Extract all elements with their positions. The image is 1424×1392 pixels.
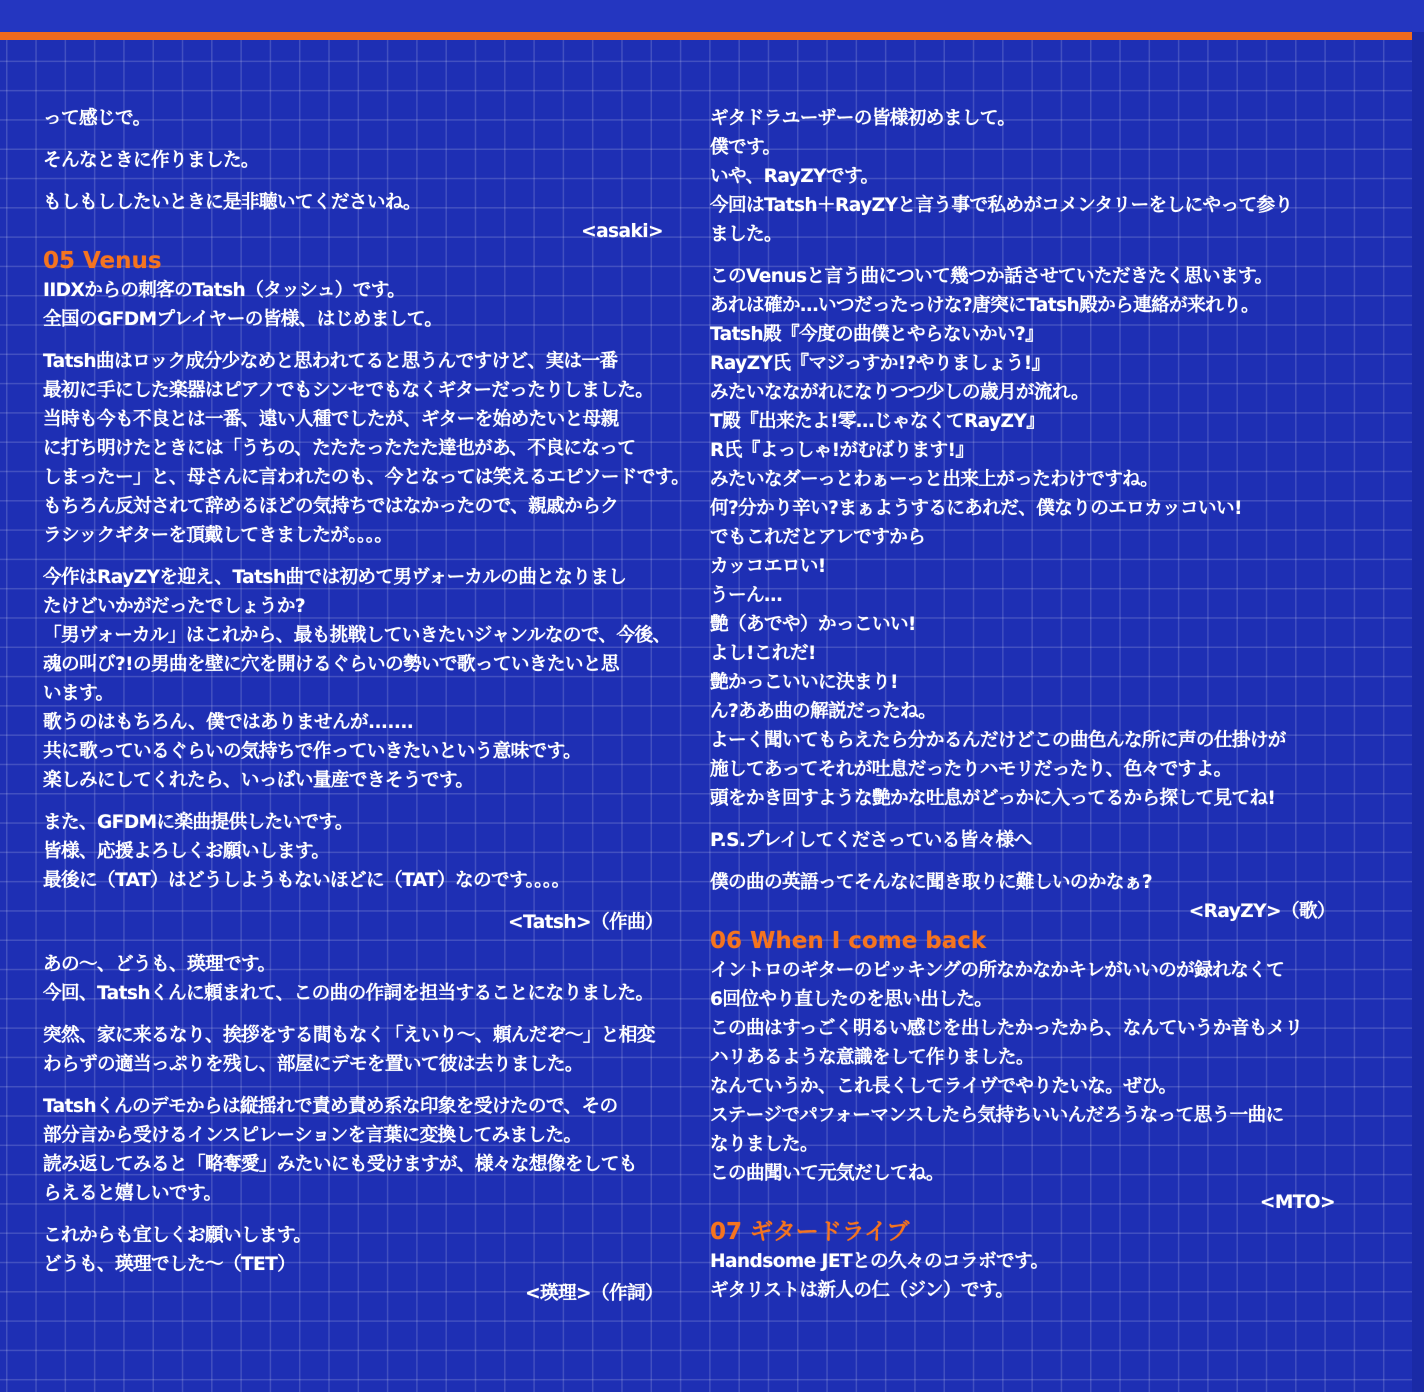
- text-line: 施してあってそれが吐息だったりハモリだったり、色々ですよ。: [710, 759, 1232, 780]
- text-line: ステージでパフォーマンスしたら気持ちいいんだろうなって思う一曲に: [710, 1105, 1284, 1126]
- text-line: Tatshくんのデモからは縦揺れで責め責め系な印象を受けたので、その: [43, 1096, 618, 1117]
- tatsh-comment: [43, 276, 690, 895]
- text-line: ギタドラユーザーの皆様初めまして。: [710, 108, 1016, 129]
- text-line: よーく聞いてもらえたら分かるんだけどこの曲色んな所に声の仕掛けが: [710, 730, 1286, 751]
- mto-comment: [710, 956, 1335, 1188]
- text-line: らえると嬉しいです。: [43, 1183, 222, 1204]
- text-line: 今作はRayZYを迎え、Tatsh曲では初めて男ヴォーカルの曲となりまし: [43, 567, 627, 588]
- text-line: 当時も今も不良とは一番、遠い人種でしたが、ギターを始めたいと母親: [43, 409, 619, 430]
- signature-tatsh: <Tatsh>（作曲）: [508, 912, 663, 933]
- text-line: よし!これだ!: [710, 643, 816, 664]
- text-line: しまったー」と、母さんに言われたのも、今となっては笑えるエピソードです。: [43, 467, 690, 488]
- text-line: イントロのギターのピッキングの所なかなかキレがいいのが録れなくて: [710, 960, 1285, 981]
- text-line: R氏『よっしゃ!がむばります!』: [710, 440, 974, 461]
- text-line: T殿『出来たよ!零…じゃなくてRayZY』: [710, 411, 1045, 432]
- orange-top-rule: [0, 32, 1412, 40]
- track-heading-06: 06 When I come back: [710, 928, 987, 954]
- text-line: 皆様、応援よろしくお願いします。: [43, 841, 330, 862]
- text-line: ん?ああ曲の解説だったね。: [710, 701, 937, 722]
- signature-mto: <MTO>: [1259, 1192, 1335, 1213]
- text-line: 今回、Tatshくんに頼まれて、この曲の作詞を担当することになりました。: [43, 983, 654, 1004]
- text-line: このVenusと言う曲について幾つか話させていただきたく思います。: [710, 266, 1273, 287]
- text-line: ギタリストは新人の仁（ジン）です。: [710, 1280, 1014, 1301]
- text-line: IIDXからの刺客のTatsh（タッシュ）です。: [43, 280, 406, 301]
- top-band: [0, 0, 1424, 32]
- text-line: 最初に手にした楽器はピアノでもシンセでもなくギターだったりしました。: [43, 380, 654, 401]
- text-line: みたいなながれになりつつ少しの歳月が流れ。: [710, 382, 1089, 403]
- text-line: 共に歌っているぐらいの気持ちで作っていきたいという意味です。: [43, 741, 582, 762]
- text-line: P.S.プレイしてくださっている皆々様へ: [710, 830, 1032, 851]
- text-line: でもこれだとアレですから: [710, 527, 926, 548]
- text-line: RayZY氏『マジっすか!?やりましょう!』: [710, 353, 1050, 374]
- eiri-comment: [43, 950, 663, 1279]
- text-line: もしもししたいときに是非聴いてくださいね。: [43, 192, 421, 213]
- text-line: どうも、瑛理でした〜（TET）: [43, 1254, 296, 1275]
- text-line: たけどいかがだったでしょうか?: [43, 596, 306, 617]
- text-line: Tatsh曲はロック成分少なめと思われてると思うんですけど、実は一番: [43, 351, 618, 372]
- text-line: なんていうか、これ長くしてライヴでやりたいな。ぜひ。: [710, 1076, 1177, 1097]
- text-line: 艶（あでや）かっこいい!: [710, 614, 916, 635]
- text-line: 突然、家に来るなり、挨拶をする間もなく「えいり〜、頼んだぞ〜」と相変: [43, 1025, 655, 1046]
- text-line: うーん…: [710, 585, 782, 606]
- track-07-comment: [710, 1247, 1335, 1305]
- text-line: 6回位やり直したのを思い出した。: [710, 989, 993, 1010]
- text-line: ラシックギターを頂戴してきましたが。。。。: [43, 525, 393, 546]
- text-line: なりました。: [710, 1134, 818, 1155]
- signature-rayzy: <RayZY>（歌）: [1188, 901, 1335, 922]
- text-line: 僕の曲の英語ってそんなに聞き取りに難しいのかなぁ?: [710, 872, 1153, 893]
- text-line: 魂の叫び?!の男曲を壁に穴を開けるぐらいの勢いで歌っていきたいと思: [43, 654, 619, 675]
- left-column: [43, 104, 690, 1308]
- asaki-comment-tail: [43, 104, 663, 217]
- right-column: [710, 104, 1335, 1305]
- text-line: 僕です。: [710, 137, 781, 158]
- text-line: に打ち明けたときには「うちの、たたたったたた達也があ、不良になって: [43, 438, 636, 459]
- text-line: 歌うのはもちろん、僕ではありませんが.......: [43, 712, 414, 733]
- text-line: 最後に（TAT）はどうしようもないほどに（TAT）なのです。。。。: [43, 870, 570, 891]
- text-line: 今回はTatsh＋RayZYと言う事で私めがコメンタリーをしにやって参り: [710, 195, 1293, 216]
- text-line: これからも宜しくお願いします。: [43, 1225, 312, 1246]
- signature-eiri: <瑛理>（作詞）: [525, 1283, 663, 1304]
- text-line: いや、RayZYです。: [710, 166, 879, 187]
- text-line: います。: [43, 683, 114, 704]
- right-edge-strip: [1412, 32, 1424, 1392]
- text-line: この曲はすっごく明るい感じを出したかったから、なんていうか音もメリ: [710, 1018, 1303, 1039]
- text-line: ハリあるような意識をして作りました。: [710, 1047, 1034, 1068]
- text-line: あの〜、どうも、瑛理です。: [43, 954, 276, 975]
- text-line: 読み返してみると「略奪愛」みたいにも受けますが、様々な想像をしても: [43, 1154, 637, 1175]
- text-line: もちろん反対されて辞めるほどの気持ちではなかったので、親戚からク: [43, 496, 619, 517]
- text-line: って感じで。: [43, 108, 151, 129]
- text-line: わらずの適当っぷりを残し、部屋にデモを置いて彼は去りました。: [43, 1054, 583, 1075]
- text-line: そんなときに作りました。: [43, 150, 259, 171]
- text-line: あれは確か…いつだったっけな?唐突にTatsh殿から連絡が来れり。: [710, 295, 1260, 316]
- text-line: みたいなダーっとわぁーっと出来上がったわけですね。: [710, 469, 1159, 490]
- text-line: 部分言から受けるインスピレーションを言葉に変換してみました。: [43, 1125, 582, 1146]
- track-heading-07: 07 ギタードライブ: [710, 1219, 910, 1245]
- text-line: 艶かっこいいに決まり!: [710, 672, 898, 693]
- text-line: ました。: [710, 224, 782, 245]
- text-line: 「男ヴォーカル」はこれから、最も挑戦していきたいジャンルなので、今後、: [43, 625, 671, 646]
- text-line: カッコエロい!: [710, 556, 826, 577]
- rayzy-comment: [710, 104, 1335, 897]
- text-line: また、GFDMに楽曲提供したいです。: [43, 812, 353, 833]
- text-line: Handsome JETとの久々のコラボです。: [710, 1251, 1049, 1272]
- text-line: 頭をかき回すような艶かな吐息がどっかに入ってるから探して見てね!: [710, 788, 1276, 809]
- text-line: 何?分かり辛い?まぁようするにあれだ、僕なりのエロカッコいい!: [710, 498, 1242, 519]
- signature-asaki: <asaki>: [581, 221, 663, 242]
- text-line: この曲聞いて元気だしてね。: [710, 1163, 944, 1184]
- text-line: 全国のGFDMプレイヤーの皆様、はじめまして。: [43, 309, 443, 330]
- track-heading-05: 05 Venus: [43, 248, 162, 274]
- text-line: 楽しみにしてくれたら、いっぱい量産できそうです。: [43, 770, 474, 791]
- text-line: Tatsh殿『今度の曲僕とやらないかい?』: [710, 324, 1044, 345]
